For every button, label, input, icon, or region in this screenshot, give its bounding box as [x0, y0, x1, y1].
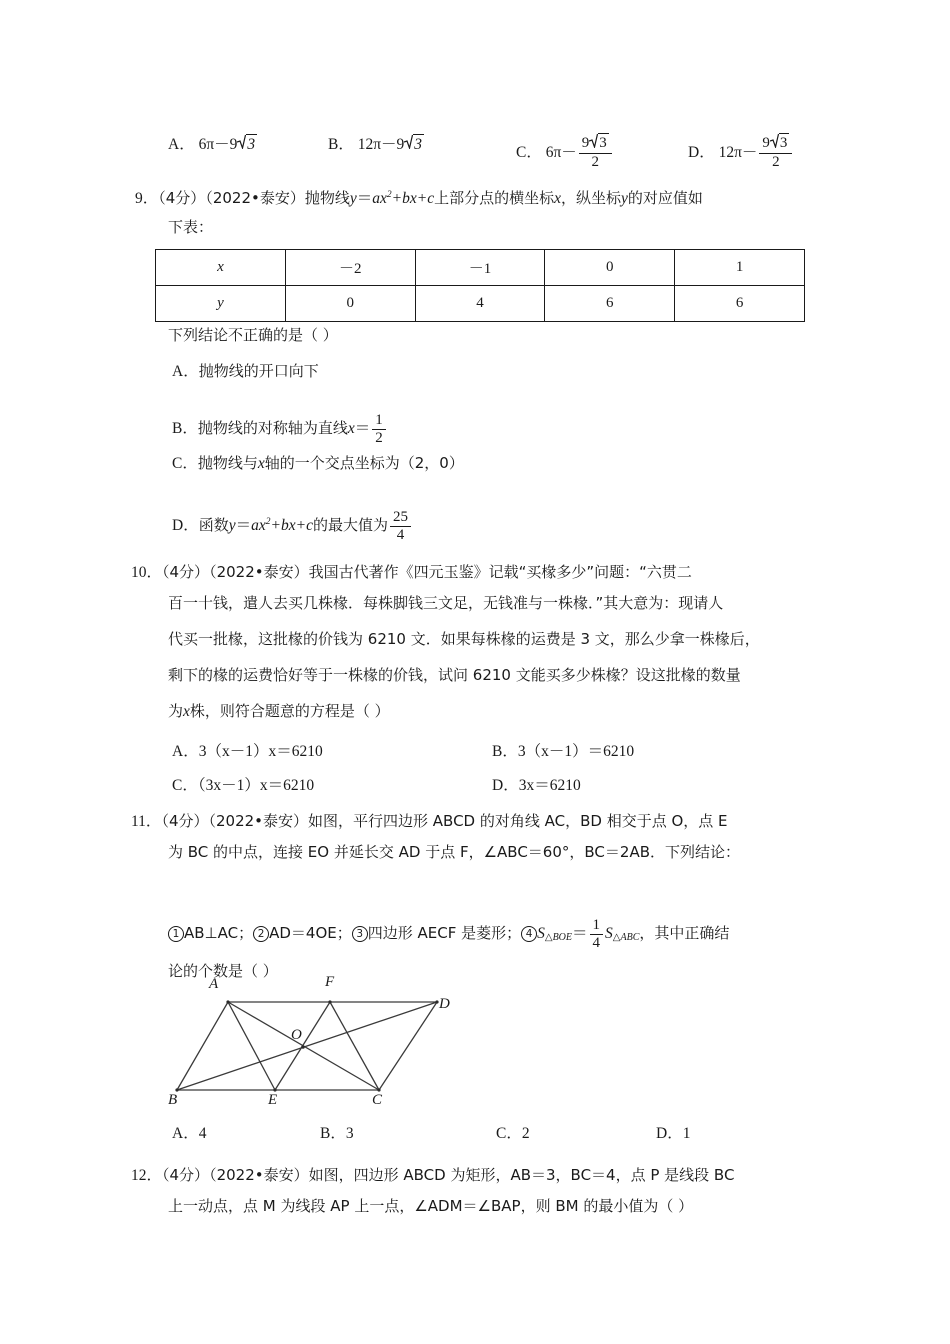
q10-number: 10． — [131, 564, 163, 581]
figure-label-f: F — [325, 974, 335, 990]
q10-stem-line-5: 为x株，则符合题意的方程是（ ） — [168, 702, 390, 720]
q10-option-c-text: （3x－1）x＝6210 — [197, 777, 315, 794]
q10-option-a-label: A． — [172, 743, 199, 760]
q9-prompt: 下列结论不正确的是（ ） — [168, 326, 338, 344]
q10-stem-line-2: 百一十钱，遣人去买几株椽．每株脚钱三文足，无钱准与一株椽．”其大意为：现请人 — [168, 594, 724, 612]
q11-option-c-text: 2 — [521, 1125, 530, 1142]
table-cell-x-header: x — [156, 250, 286, 286]
q10-option-d-label: D． — [492, 777, 519, 794]
q10-stem-line-1: 10．（4分）（2022•泰安）我国古代著作《四元玉鉴》记载“买椽多少”问题：“六贯二 — [131, 563, 692, 581]
table-cell-y-1: 4 — [415, 286, 545, 322]
circled-number-3-icon: 3 — [352, 926, 368, 942]
radical-hook-icon — [589, 133, 598, 148]
q8-option-b-label: B． — [328, 136, 354, 153]
q9-option-c-label: C． — [172, 455, 198, 472]
q9-option-d-label: D． — [172, 517, 199, 535]
q9-value-table — [155, 249, 805, 322]
figure-label-b: B — [168, 1092, 178, 1108]
q11-option-c[interactable] — [496, 1126, 530, 1142]
q8-option-a[interactable] — [168, 132, 257, 154]
figure-label-a: A — [209, 976, 219, 992]
table-cell-y-header: y — [156, 286, 286, 322]
q10-option-b[interactable] — [492, 744, 634, 760]
table-row — [156, 250, 805, 286]
q9-option-d-fraction: $\frac{25}{4}$ — [390, 510, 411, 544]
circled-number-1-icon: 1 — [168, 926, 184, 942]
q11-option-b-label: B． — [320, 1125, 346, 1142]
q11-option-d[interactable] — [656, 1126, 690, 1142]
q8-option-d-label: D． — [688, 144, 715, 162]
q11-stem-line-1: 11．（4分）（2022•泰安）如图，平行四边形 ABCD 的对角线 AC，BD 相交于点 O，点 E — [131, 812, 728, 830]
q11-option-d-text: 1 — [682, 1125, 691, 1142]
q10-option-b-text: 3（x－1）＝6210 — [517, 743, 635, 760]
table-cell-x-3: 1 — [675, 250, 805, 286]
parallelogram-figure-svg — [160, 988, 460, 1113]
q10-option-b-label: B． — [492, 743, 518, 760]
q9-option-c[interactable]: C．抛物线与x轴的一个交点坐标为（2，0） — [172, 454, 464, 472]
q11-option-a[interactable] — [172, 1126, 206, 1142]
circled-number-4-icon: 4 — [521, 926, 537, 942]
q11-option-b-text: 3 — [345, 1125, 354, 1142]
q11-points: （4分） — [161, 812, 209, 830]
radical-hook-icon — [237, 134, 246, 149]
q11-option-b[interactable] — [320, 1126, 354, 1142]
q9-stem-line-2: 下表： — [168, 218, 214, 236]
q11-option-d-label: D． — [656, 1125, 683, 1142]
q11-number: 11． — [131, 813, 162, 830]
q10-option-d-text: 3x＝6210 — [518, 777, 581, 794]
radical-hook-icon — [404, 134, 413, 149]
q10-option-c-label: C． — [172, 777, 198, 794]
table-cell-x-2: 0 — [545, 250, 675, 286]
q9-option-b-fraction: $\frac{1}{2}$ — [372, 413, 386, 447]
q10-points: （4分） — [162, 563, 210, 581]
q12-points: （4分） — [162, 1166, 210, 1184]
q11-source: （2022•泰安） — [208, 812, 309, 830]
q8-option-c-label: C． — [516, 144, 542, 162]
q12-number: 12． — [131, 1167, 163, 1184]
q8-option-c[interactable] — [516, 132, 614, 171]
q8-option-d[interactable] — [688, 132, 794, 171]
q12-stem-line-2: 上一动点，点 M 为线段 AP 上一点，∠ADM＝∠BAP，则 BM 的最小值为（ ） — [168, 1197, 694, 1215]
table-cell-y-0: 0 — [285, 286, 415, 322]
q11-stem-line-2: 为 BC 的中点，连接 EO 并延长交 AD 于点 F，∠ABC＝60°，BC＝2AB．下列结论： — [168, 843, 740, 861]
q12-stem-line-1: 12．（4分）（2022•泰安）如图，四边形 ABCD 为矩形，AB＝3，BC＝4，点 P 是线段 BC — [131, 1166, 735, 1184]
q8-option-a-expr: 6π－9 3 — [198, 136, 256, 153]
q8-option-a-label: A． — [168, 136, 195, 153]
q12-source: （2022•泰安） — [209, 1166, 309, 1184]
radical-hook-icon — [770, 133, 779, 148]
q10-option-d[interactable] — [492, 778, 581, 794]
q11-option-a-text: 4 — [198, 1125, 207, 1142]
q11-figure — [160, 974, 460, 1113]
q8-option-d-expr: 12π－ 9 3 2 — [719, 144, 795, 161]
q11-option-c-label: C． — [496, 1125, 522, 1142]
q10-option-c[interactable] — [172, 778, 314, 794]
q9-number: 9． — [135, 190, 159, 207]
q9-option-a-label: A． — [172, 363, 199, 380]
q9-option-a-text: 抛物线的开口向下 — [198, 362, 319, 380]
q10-stem-line-4: 剩下的椽的运费恰好等于一株椽的价钱，试问 6210 文能买多少株椽？设这批椽的数量 — [168, 666, 741, 684]
figure-label-e: E — [268, 1092, 278, 1108]
figure-label-c: C — [372, 1092, 383, 1108]
q11-conclusions: 1 AB⊥AC； 2 AD＝4OE； 3 四边形 AECF 是菱形； 4 $S_{\triangle BOE}=$ $\frac{1}{4}$ $S_{\triangle ABC}$，其中正确结 — [168, 918, 729, 952]
q9-option-b[interactable]: B．抛物线的对称轴为直线x＝ $\frac{1}{2}$ — [172, 413, 388, 447]
q10-option-a[interactable] — [172, 744, 323, 760]
figure-label-o: O — [291, 1027, 302, 1043]
circled-number-2-icon: 2 — [253, 926, 269, 942]
q9-source: （2022•泰安） — [205, 189, 305, 207]
q9-option-b-label: B． — [172, 420, 198, 438]
q10-option-a-text: 3（x－1）x＝6210 — [198, 743, 323, 760]
q9-option-d[interactable]: D．函数$y=ax^2+bx+c$的最大值为 $\frac{25}{4}$ — [172, 510, 413, 544]
q10-stem-line-3: 代买一批椽，这批椽的价钱为 6210 文．如果每株椽的运费是 3 文，那么少拿一株椽后， — [168, 630, 760, 648]
q8-option-b-expr: 12π－9 3 — [357, 136, 423, 153]
q9-stem-line-1: 9．（4分）（2022•泰安）抛物线$y=ax^2+bx+c$上部分点的横坐标x，纵坐标y的对应值如 — [135, 189, 703, 207]
q11-option-a-label: A． — [172, 1125, 199, 1142]
figure-label-d: D — [439, 996, 450, 1012]
q11-conclusion4-fraction: $\frac{1}{4}$ — [590, 918, 604, 952]
table-cell-y-2: 6 — [545, 286, 675, 322]
q10-source: （2022•泰安） — [209, 563, 309, 581]
q8-option-c-expr: 6π－ 9 3 2 — [546, 144, 614, 161]
table-cell-x-0: －2 — [285, 250, 415, 286]
q9-points: （4分） — [158, 189, 206, 207]
table-row — [156, 286, 805, 322]
q11-stem-line-4: 论的个数是（ ） — [168, 962, 278, 980]
q8-option-b[interactable] — [328, 132, 424, 154]
table-cell-y-3: 6 — [675, 286, 805, 322]
table-cell-x-1: －1 — [415, 250, 545, 286]
q9-option-a[interactable] — [172, 364, 319, 380]
